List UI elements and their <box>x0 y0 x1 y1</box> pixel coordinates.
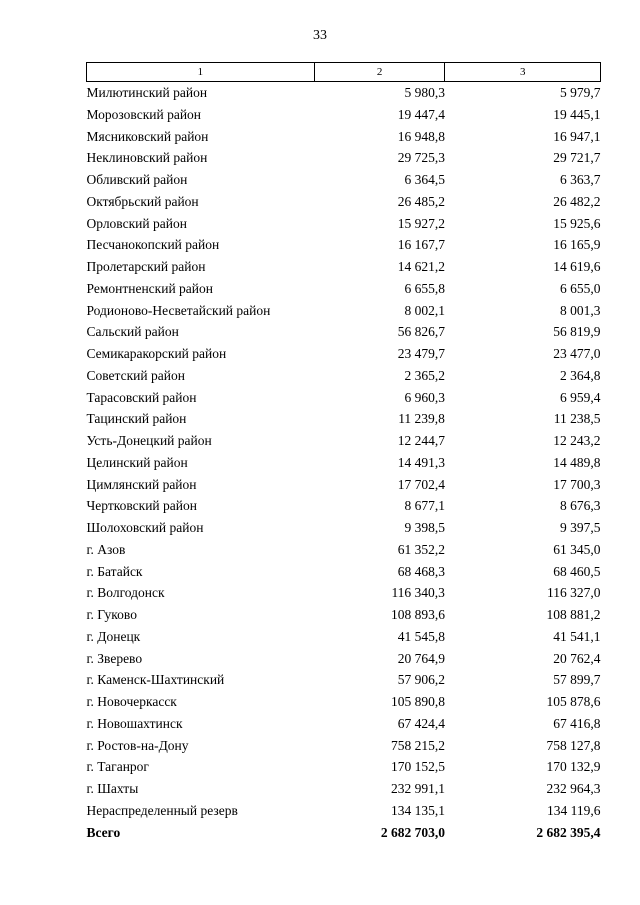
row-value-col-2: 68 468,3 <box>397 563 445 579</box>
row-value-col-3: 23 477,0 <box>553 346 601 362</box>
row-value-col-3: 14 619,6 <box>553 259 601 275</box>
row-name: Обливский район <box>86 172 188 188</box>
row-value-col-3: 12 243,2 <box>553 433 601 449</box>
row-value-col-2: 6 960,3 <box>404 389 445 405</box>
row-name: г. Донецк <box>86 628 141 644</box>
row-value-col-2: 116 340,3 <box>391 585 445 601</box>
row-value-col-2: 56 826,7 <box>397 324 445 340</box>
row-name: Неклиновский район <box>86 150 208 166</box>
table-row <box>87 191 601 213</box>
table-row <box>87 321 601 343</box>
row-value-col-3: 6 959,4 <box>560 389 601 405</box>
row-value-col-2: 15 927,2 <box>397 215 445 231</box>
row-value-col-2: 29 725,3 <box>397 150 445 166</box>
row-name: Целинский район <box>86 454 188 470</box>
row-value-col-2: 170 152,5 <box>390 759 445 775</box>
table-row <box>87 474 601 496</box>
table-row <box>87 800 601 822</box>
table-row <box>87 300 601 322</box>
total-row <box>87 822 601 844</box>
row-value-col-2: 105 890,8 <box>390 694 445 710</box>
row-value-col-3: 61 345,0 <box>553 541 601 557</box>
row-value-col-2: 23 479,7 <box>397 346 445 362</box>
table-row <box>87 691 601 713</box>
table-header-row <box>87 63 601 82</box>
table-row <box>87 626 601 648</box>
row-name: Орловский район <box>86 215 187 231</box>
row-name: г. Новошахтинск <box>86 715 183 731</box>
row-value-col-2: 758 215,2 <box>390 737 445 753</box>
row-value-col-3: 16 947,1 <box>553 128 601 144</box>
table-row <box>87 778 601 800</box>
table-row <box>87 604 601 626</box>
row-name: Тацинский район <box>86 411 187 427</box>
row-value-col-3: 20 762,4 <box>553 650 601 666</box>
row-name: г. Волгодонск <box>86 585 165 601</box>
row-value-col-3: 29 721,7 <box>553 150 601 166</box>
table-row <box>87 256 601 278</box>
row-name: г. Таганрог <box>86 759 149 775</box>
table-row <box>87 713 601 735</box>
row-name: г. Шахты <box>86 781 139 797</box>
table-row <box>87 234 601 256</box>
row-name: Шолоховский район <box>86 520 204 536</box>
row-value-col-2: 14 621,2 <box>397 259 445 275</box>
budget-table <box>86 62 601 843</box>
row-value-col-2: 12 244,7 <box>397 433 445 449</box>
table-row <box>87 756 601 778</box>
row-name: Мясниковский район <box>86 128 209 144</box>
row-name: г. Зверево <box>86 650 143 666</box>
row-value-col-3: 26 482,2 <box>553 193 601 209</box>
row-value-col-3: 67 416,8 <box>553 715 601 731</box>
table-row <box>87 452 601 474</box>
row-value-col-2: 5 980,3 <box>404 85 445 101</box>
table-row <box>87 82 601 104</box>
row-name: Цимлянский район <box>86 476 197 492</box>
row-name: Милютинский район <box>86 85 208 101</box>
row-name: г. Новочеркасск <box>86 694 177 710</box>
row-name: Тарасовский район <box>86 389 197 405</box>
table-row <box>87 735 601 757</box>
row-value-col-2: 134 135,1 <box>390 802 445 818</box>
header-col-2: 2 <box>314 63 445 82</box>
row-value-col-3: 14 489,8 <box>553 454 601 470</box>
page-number: 33 <box>313 28 327 43</box>
row-value-col-2: 8 002,1 <box>404 302 445 318</box>
row-value-col-3: 16 165,9 <box>553 237 601 253</box>
table-row <box>87 387 601 409</box>
row-value-col-3: 19 445,1 <box>553 106 601 122</box>
total-label: Всего <box>86 824 121 840</box>
row-name: г. Гуково <box>86 607 137 623</box>
row-value-col-3: 11 238,5 <box>553 411 601 427</box>
row-name: Морозовский район <box>86 106 202 122</box>
row-name: Семикаракорский район <box>86 346 227 362</box>
total-value-col-3: 2 682 395,4 <box>536 824 601 840</box>
row-value-col-3: 17 700,3 <box>553 476 601 492</box>
row-value-col-2: 26 485,2 <box>397 193 445 209</box>
row-value-col-2: 41 545,8 <box>397 628 445 644</box>
row-value-col-3: 9 397,5 <box>560 520 601 536</box>
row-name: Пролетарский район <box>86 259 206 275</box>
row-value-col-3: 6 655,0 <box>560 280 601 296</box>
row-value-col-2: 14 491,3 <box>397 454 445 470</box>
row-value-col-2: 17 702,4 <box>397 476 445 492</box>
table-row <box>87 582 601 604</box>
row-name: Чертковский район <box>86 498 197 514</box>
row-value-col-3: 2 364,8 <box>560 367 601 383</box>
row-value-col-2: 8 677,1 <box>404 498 445 514</box>
row-name: Ремонтненский район <box>86 280 213 296</box>
row-value-col-3: 15 925,6 <box>553 215 601 231</box>
header-col-1: 1 <box>87 63 315 82</box>
row-value-col-2: 19 447,4 <box>397 106 445 122</box>
table-row <box>87 495 601 517</box>
table-row <box>87 147 601 169</box>
table-row <box>87 669 601 691</box>
table-row <box>87 365 601 387</box>
row-value-col-2: 2 365,2 <box>404 367 445 383</box>
table-row <box>87 539 601 561</box>
row-value-col-2: 6 655,8 <box>404 280 445 296</box>
row-value-col-3: 8 001,3 <box>560 302 601 318</box>
row-name: г. Батайск <box>86 563 143 579</box>
row-value-col-3: 116 327,0 <box>547 585 601 601</box>
table-row <box>87 104 601 126</box>
row-value-col-2: 16 948,8 <box>397 128 445 144</box>
row-name: Родионово-Несветайский район <box>86 302 271 318</box>
row-value-col-2: 232 991,1 <box>390 781 445 797</box>
row-value-col-3: 5 979,7 <box>560 85 601 101</box>
row-value-col-2: 16 167,7 <box>397 237 445 253</box>
row-value-col-3: 108 881,2 <box>546 607 601 623</box>
row-value-col-3: 56 819,9 <box>553 324 601 340</box>
table-row <box>87 126 601 148</box>
row-value-col-3: 134 119,6 <box>547 802 601 818</box>
row-value-col-2: 61 352,2 <box>397 541 445 557</box>
row-value-col-2: 20 764,9 <box>397 650 445 666</box>
row-name: г. Ростов-на-Дону <box>86 737 189 753</box>
row-name: Советский район <box>86 367 185 383</box>
row-name: г. Каменск-Шахтинский <box>86 672 225 688</box>
table-row <box>87 213 601 235</box>
row-value-col-3: 41 541,1 <box>553 628 601 644</box>
table-row <box>87 343 601 365</box>
row-value-col-3: 57 899,7 <box>553 672 601 688</box>
row-value-col-3: 68 460,5 <box>553 563 601 579</box>
row-value-col-2: 9 398,5 <box>404 520 445 536</box>
row-value-col-3: 8 676,3 <box>560 498 601 514</box>
total-value-col-2: 2 682 703,0 <box>380 824 445 840</box>
table-row <box>87 561 601 583</box>
row-value-col-3: 758 127,8 <box>546 737 601 753</box>
table-row <box>87 408 601 430</box>
row-name: Усть-Донецкий район <box>86 433 212 449</box>
row-value-col-2: 6 364,5 <box>404 172 445 188</box>
row-value-col-2: 57 906,2 <box>397 672 445 688</box>
row-value-col-3: 105 878,6 <box>546 694 601 710</box>
row-name: Нераспределенный резерв <box>86 802 238 818</box>
row-value-col-2: 11 239,8 <box>398 411 445 427</box>
table-row <box>87 278 601 300</box>
row-value-col-3: 170 132,9 <box>546 759 601 775</box>
table-row <box>87 430 601 452</box>
table-row <box>87 517 601 539</box>
row-value-col-2: 67 424,4 <box>397 715 445 731</box>
table-body <box>87 82 601 844</box>
row-value-col-2: 108 893,6 <box>390 607 445 623</box>
row-name: Сальский район <box>86 324 179 340</box>
header-col-3: 3 <box>445 63 601 82</box>
row-value-col-3: 6 363,7 <box>560 172 601 188</box>
row-name: Октябрьский район <box>86 193 199 209</box>
row-name: Песчанокопский район <box>86 237 220 253</box>
table-row <box>87 648 601 670</box>
row-name: г. Азов <box>86 541 126 557</box>
row-value-col-3: 232 964,3 <box>546 781 601 797</box>
table-row <box>87 169 601 191</box>
